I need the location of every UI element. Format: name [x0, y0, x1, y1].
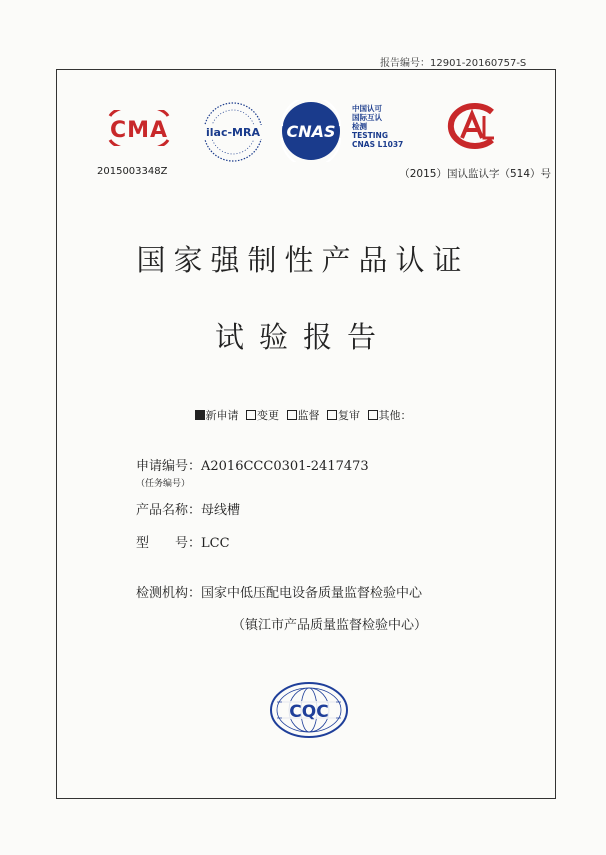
report-title-line1: 国家强制性产品认证	[136, 243, 470, 277]
checkbox-new-application[interactable]: 新申请	[195, 409, 239, 422]
svg-text:CMA: CMA	[109, 118, 169, 143]
product-name-field: 产品名称：母线槽	[136, 503, 241, 518]
ilac-mra-logo-icon	[198, 100, 268, 164]
checkbox-empty-icon	[327, 410, 337, 420]
task-number-label: （任务编号）	[136, 479, 191, 489]
cnas-accreditation-text: 中国认可 国际互认 检测 TESTING CNAS L1037	[352, 104, 404, 149]
checkbox-review[interactable]: 复审	[327, 409, 360, 422]
model-field: 型 号：LCC	[136, 536, 230, 551]
application-type-checkboxes	[0, 407, 606, 423]
svg-text:CNAS: CNAS	[286, 122, 336, 141]
checkbox-checked-icon	[195, 410, 205, 420]
testing-organization-alias: （镇江市产品质量监督检验中心）	[232, 618, 428, 633]
report-number: 报告编号：12901-20160757-S	[380, 58, 527, 69]
checkbox-empty-icon	[287, 410, 297, 420]
cqc-logo-icon	[268, 680, 350, 740]
cma-logo-icon	[100, 110, 178, 146]
svg-text:ilac-MRA: ilac-MRA	[206, 126, 260, 139]
application-number-field: 申请编号：A2016CCC0301-2417473	[136, 459, 369, 474]
testing-organization-field: 检测机构：国家中低压配电设备质量监督检验中心	[136, 586, 423, 601]
checkbox-other[interactable]: 其他：	[368, 409, 412, 422]
approval-number: （2015）国认监认字（514）号	[399, 168, 551, 180]
cma-number: 2015003348Z	[97, 166, 168, 177]
checkbox-empty-icon	[368, 410, 378, 420]
checkbox-empty-icon	[246, 410, 256, 420]
cnas-logo-icon	[276, 100, 346, 162]
svg-text:CQC: CQC	[289, 702, 329, 722]
report-title-line2: 试验报告	[214, 320, 391, 354]
checkbox-change[interactable]: 变更	[246, 409, 279, 422]
checkbox-supervision[interactable]: 监督	[287, 409, 320, 422]
cal-logo-icon	[440, 102, 504, 150]
